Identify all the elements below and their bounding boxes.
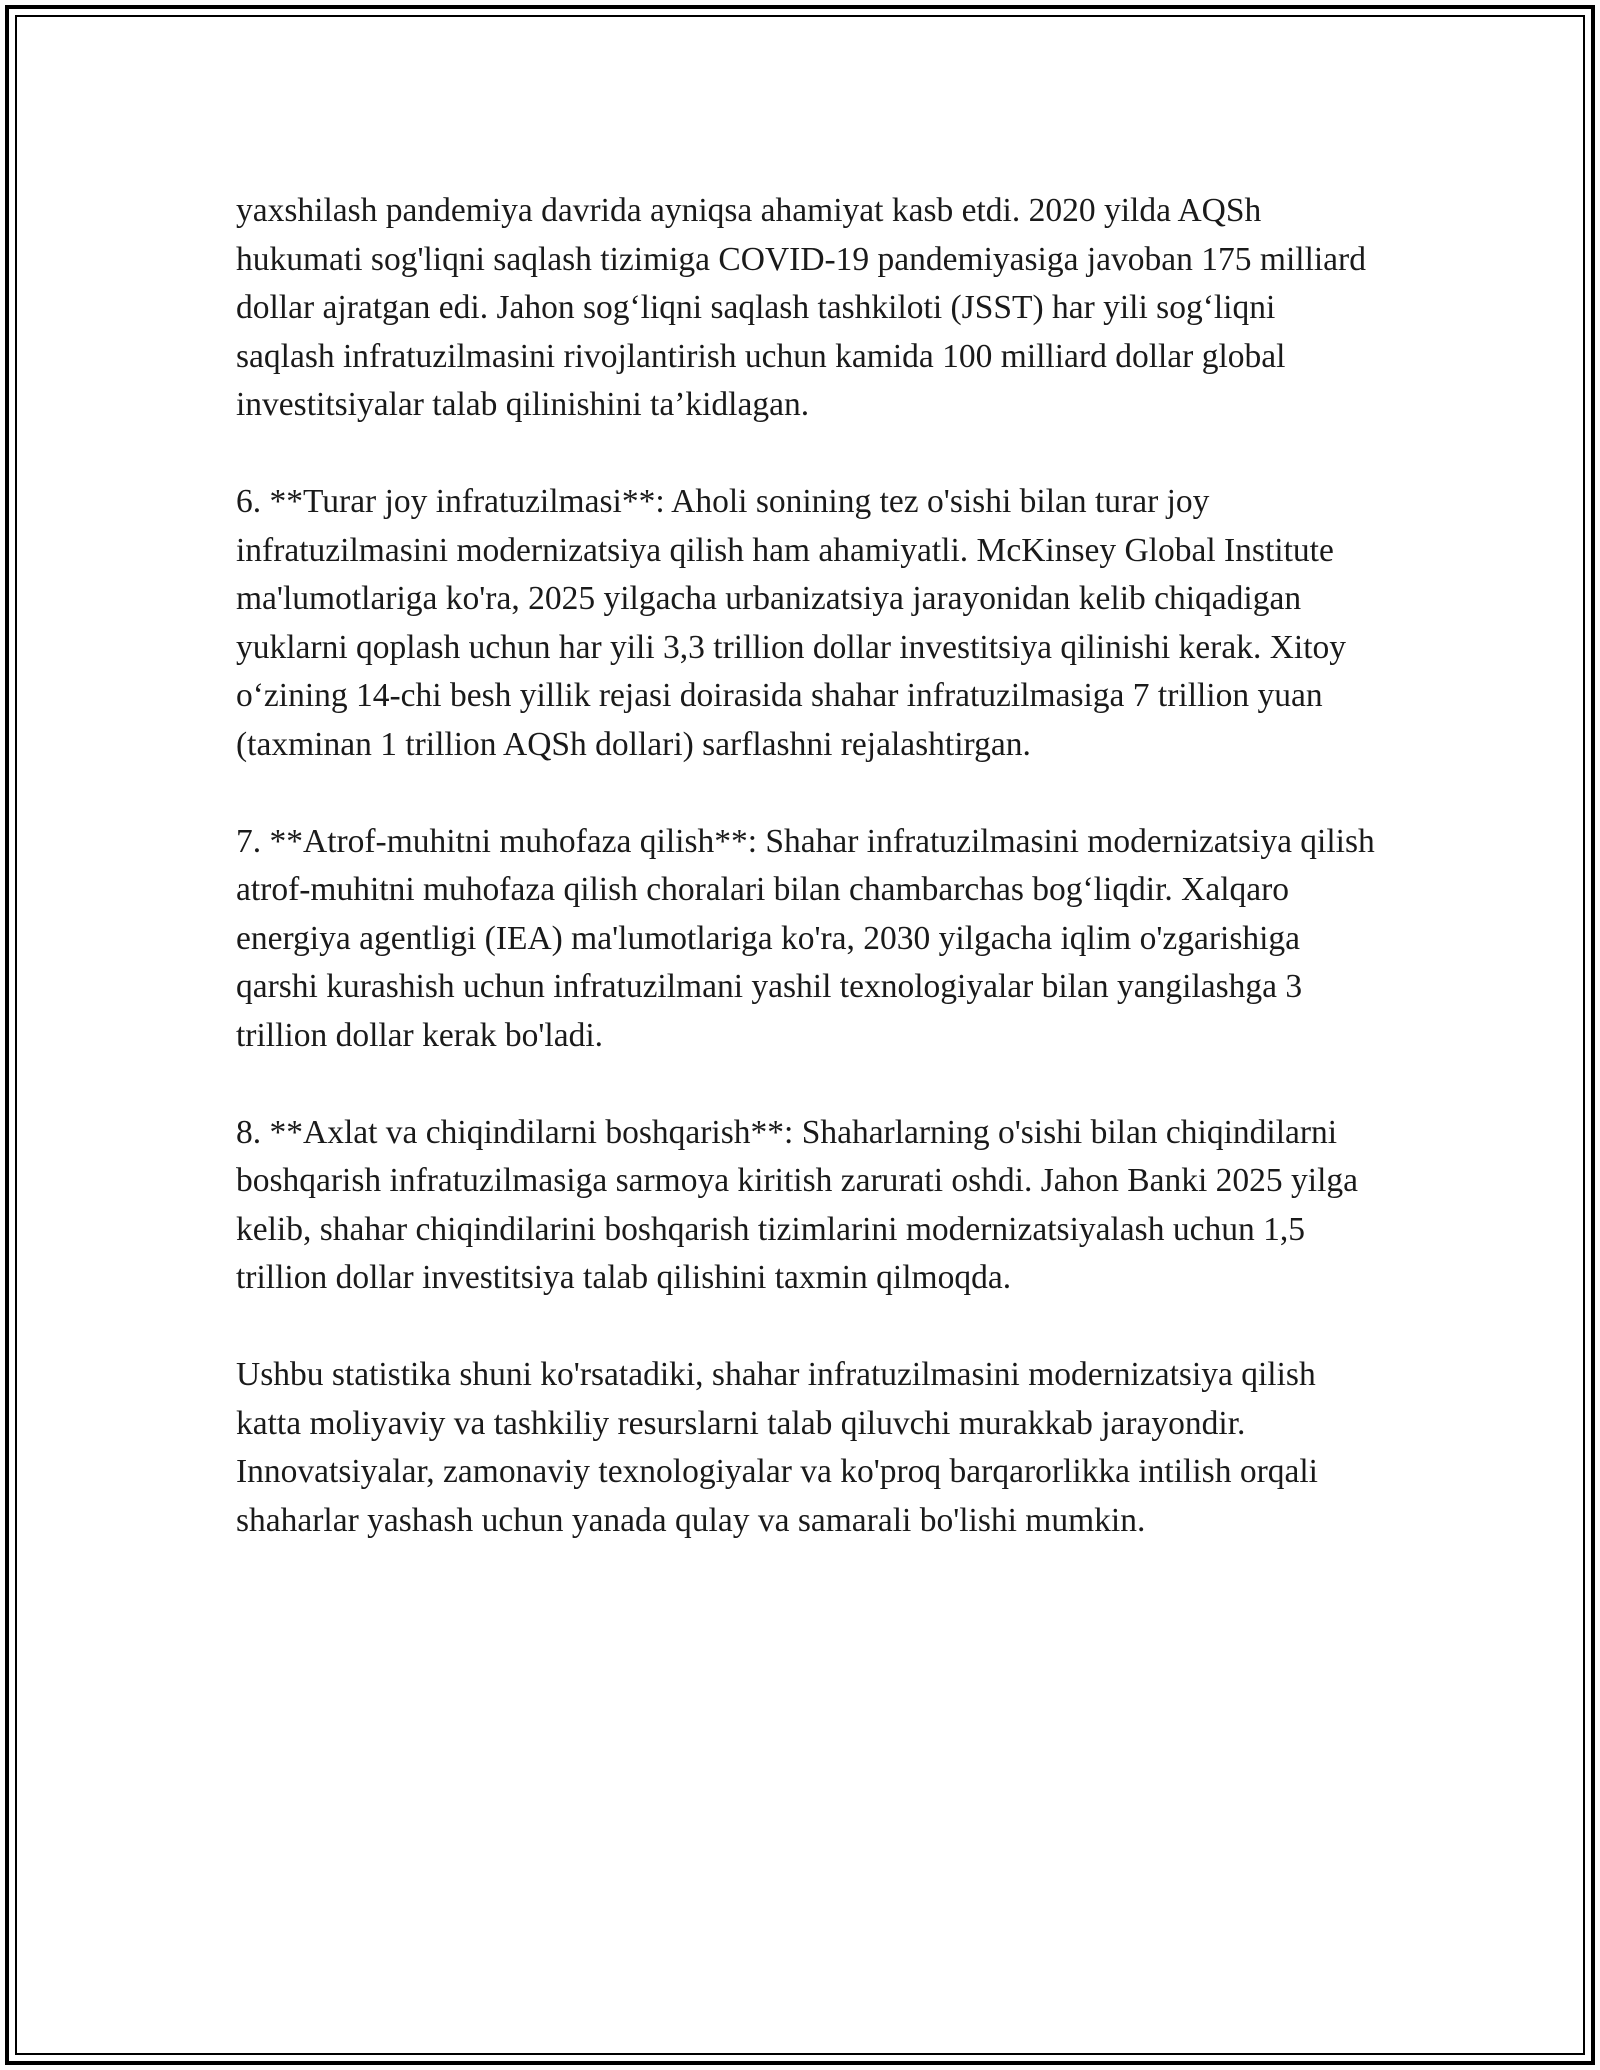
paragraph-waste-management: 8. **Axlat va chiqindilarni boshqarish**: Shaharlarning o'sishi bilan chiqindilarni boshqarish infratuzilmasiga sarmoya kiritish zarurati oshdi. Jahon Banki 2025 yilga kelib, shahar chiqindilarini boshqarish tizimlarini modernizatsiyalash uchun 1,5 trillion dollar investitsiya talab qilishini taxmin qilmoqda. <box>236 1113 1359 1296</box>
paragraph-housing-infrastructure: 6. **Turar joy infratuzilmasi**: Aholi sonining tez o'sishi bilan turar joy infratuzilmasini modernizatsiya qilish ham ahamiyatli. McKinsey Global Institute ma'lumotlariga ko'ra, 2025 yilgacha urbanizatsiya jarayonidan kelib chiqadigan yuklarni qoplash uchun har yili 3,3 trillion dollar investitsiya qilinishi kerak. Xitoy o‘zining 14-chi besh yillik rejasi doirasida shahar infratuzilmasiga 7 trillion yuan (taxminan 1 trillion AQSh dollari) sarflashni rejalashtirgan. <box>236 483 1346 763</box>
paragraph-environmental-protection: 7. **Atrof-muhitni muhofaza qilish**: Shahar infratuzilmasini modernizatsiya qilish atrof-muhitni muhofaza qilish choralari bilan chambarchas bog‘liqdir. Xalqaro energiya agentligi (IEA) ma'lumotlariga ko'ra, 2030 yilgacha iqlim o'zgarishiga qarshi kurashish uchun infratuzilmani yashil texnologiyalar bilan yangilashga 3 trillion dollar kerak bo'ladi. <box>236 822 1375 1054</box>
paragraph-conclusion: Ushbu statistika shuni ko'rsatadiki, shahar infratuzilmasini modernizatsiya qilish katta moliyaviy va tashkiliy resurslarni talab qiluvchi murakkab jarayondir. Innovatsiyalar, zamonaviy texnologiyalar va ko'proq barqarorlikka intilish orqali shaharlar yashash uchun yanada qulay va samarali bo'lishi mumkin. <box>236 1356 1318 1539</box>
paragraph-healthcare-continued: yaxshilash pandemiya davrida ayniqsa ahamiyat kasb etdi. 2020 yilda AQSh hukumati sog'liqni saqlash tizimiga COVID-19 pandemiyasiga javoban 175 milliard dollar ajratgan edi. Jahon sog‘liqni saqlash tashkiloti (JSST) har yili sog‘liqni saqlash infratuzilmasini rivojlantirish uchun kamida 100 milliard dollar global investitsiyalar talab qilinishini ta’kidlagan. <box>236 192 1366 423</box>
document-body <box>236 187 1376 1594</box>
